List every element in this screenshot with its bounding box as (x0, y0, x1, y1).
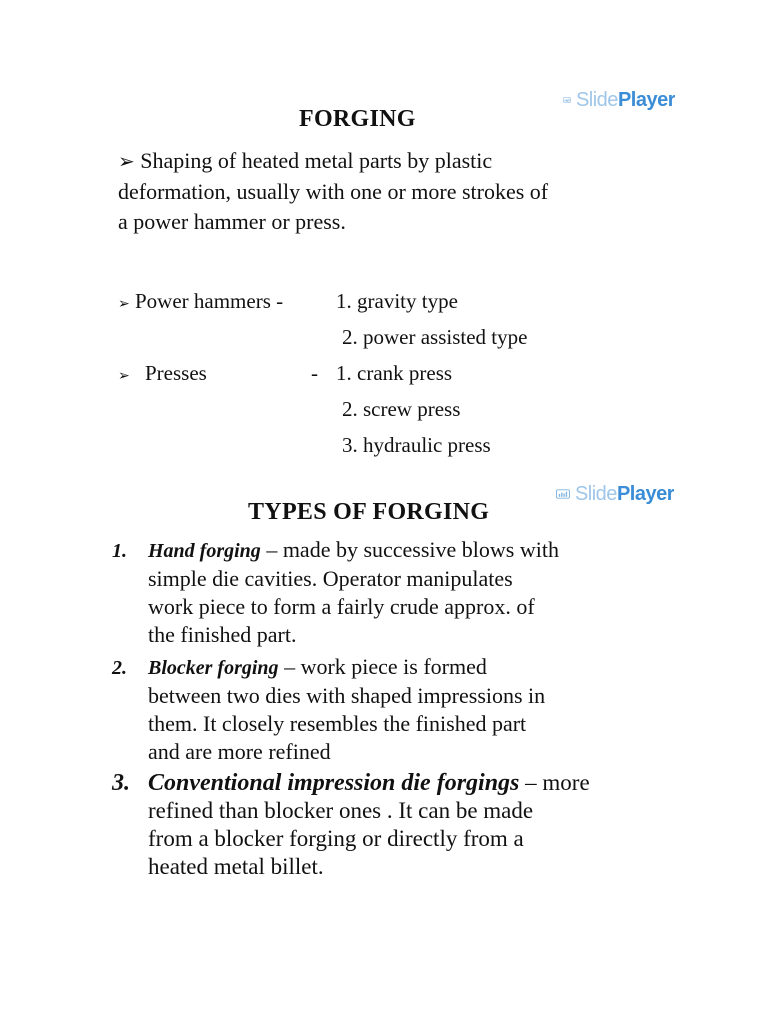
power-hammers-row (118, 289, 283, 314)
item-number-2: 2. (112, 657, 127, 679)
watermark-text-b: Player (616, 482, 674, 505)
presses-row (118, 361, 207, 386)
term-hand-forging: Hand forging (148, 540, 261, 562)
slideplayer-logo-icon (556, 483, 570, 505)
bullet-arrow-icon: ➢ (118, 297, 130, 312)
item-number-1: 1. (112, 540, 127, 562)
bullet-arrow-icon: ➢ (118, 369, 130, 384)
presses-dash: - (311, 361, 318, 385)
item-conventional-forging: Conventional impression die forgings – more refined than blocker ones . It can be made from a blocker forging or directly from a heated metal billet. (148, 770, 590, 879)
slideplayer-watermark (556, 480, 674, 508)
item-blocker-forging: Blocker forging – work piece is formed between two dies with shaped impressions in them. It closely resembles the finished part and are more refined (148, 654, 546, 764)
press-type-1: 1. crank press (336, 361, 453, 385)
press-type-2: 2. screw press (342, 397, 461, 421)
watermark-text-a: Slide (574, 482, 617, 505)
watermark-text-b: Player (617, 88, 675, 111)
bullet-arrow-icon: ➢ (118, 151, 135, 173)
hammer-type-1: 1. gravity type (336, 289, 458, 313)
section-title-forging: FORGING (299, 106, 416, 132)
term-conventional-forging: Conventional impression die forgings (148, 770, 520, 796)
term-blocker-forging: Blocker forging (148, 657, 279, 679)
slideplayer-logo-icon (563, 89, 571, 111)
item-number-3: 3. (112, 770, 130, 796)
watermark-text-a: Slide (575, 88, 618, 111)
item-hand-forging: Hand forging – made by successive blows with simple die cavities. Operator manipulates work piece to form a fairly crude approx. of the finished part. (148, 537, 559, 647)
power-hammers-label: Power hammers - (134, 289, 284, 313)
slideplayer-watermark (563, 86, 675, 114)
press-type-3: 3. hydraulic press (342, 433, 491, 457)
definition-block (118, 146, 738, 237)
section-title-types: TYPES OF FORGING (248, 499, 490, 525)
hammer-type-2: 2. power assisted type (342, 325, 528, 349)
presses-label: Presses (144, 361, 207, 385)
definition-line-1: ➢ Shaping of heated metal parts by plastic (118, 148, 493, 173)
definition-line-2: deformation, usually with one or more strokes of (118, 179, 549, 204)
definition-line-3: a power hammer or press. (118, 209, 346, 234)
